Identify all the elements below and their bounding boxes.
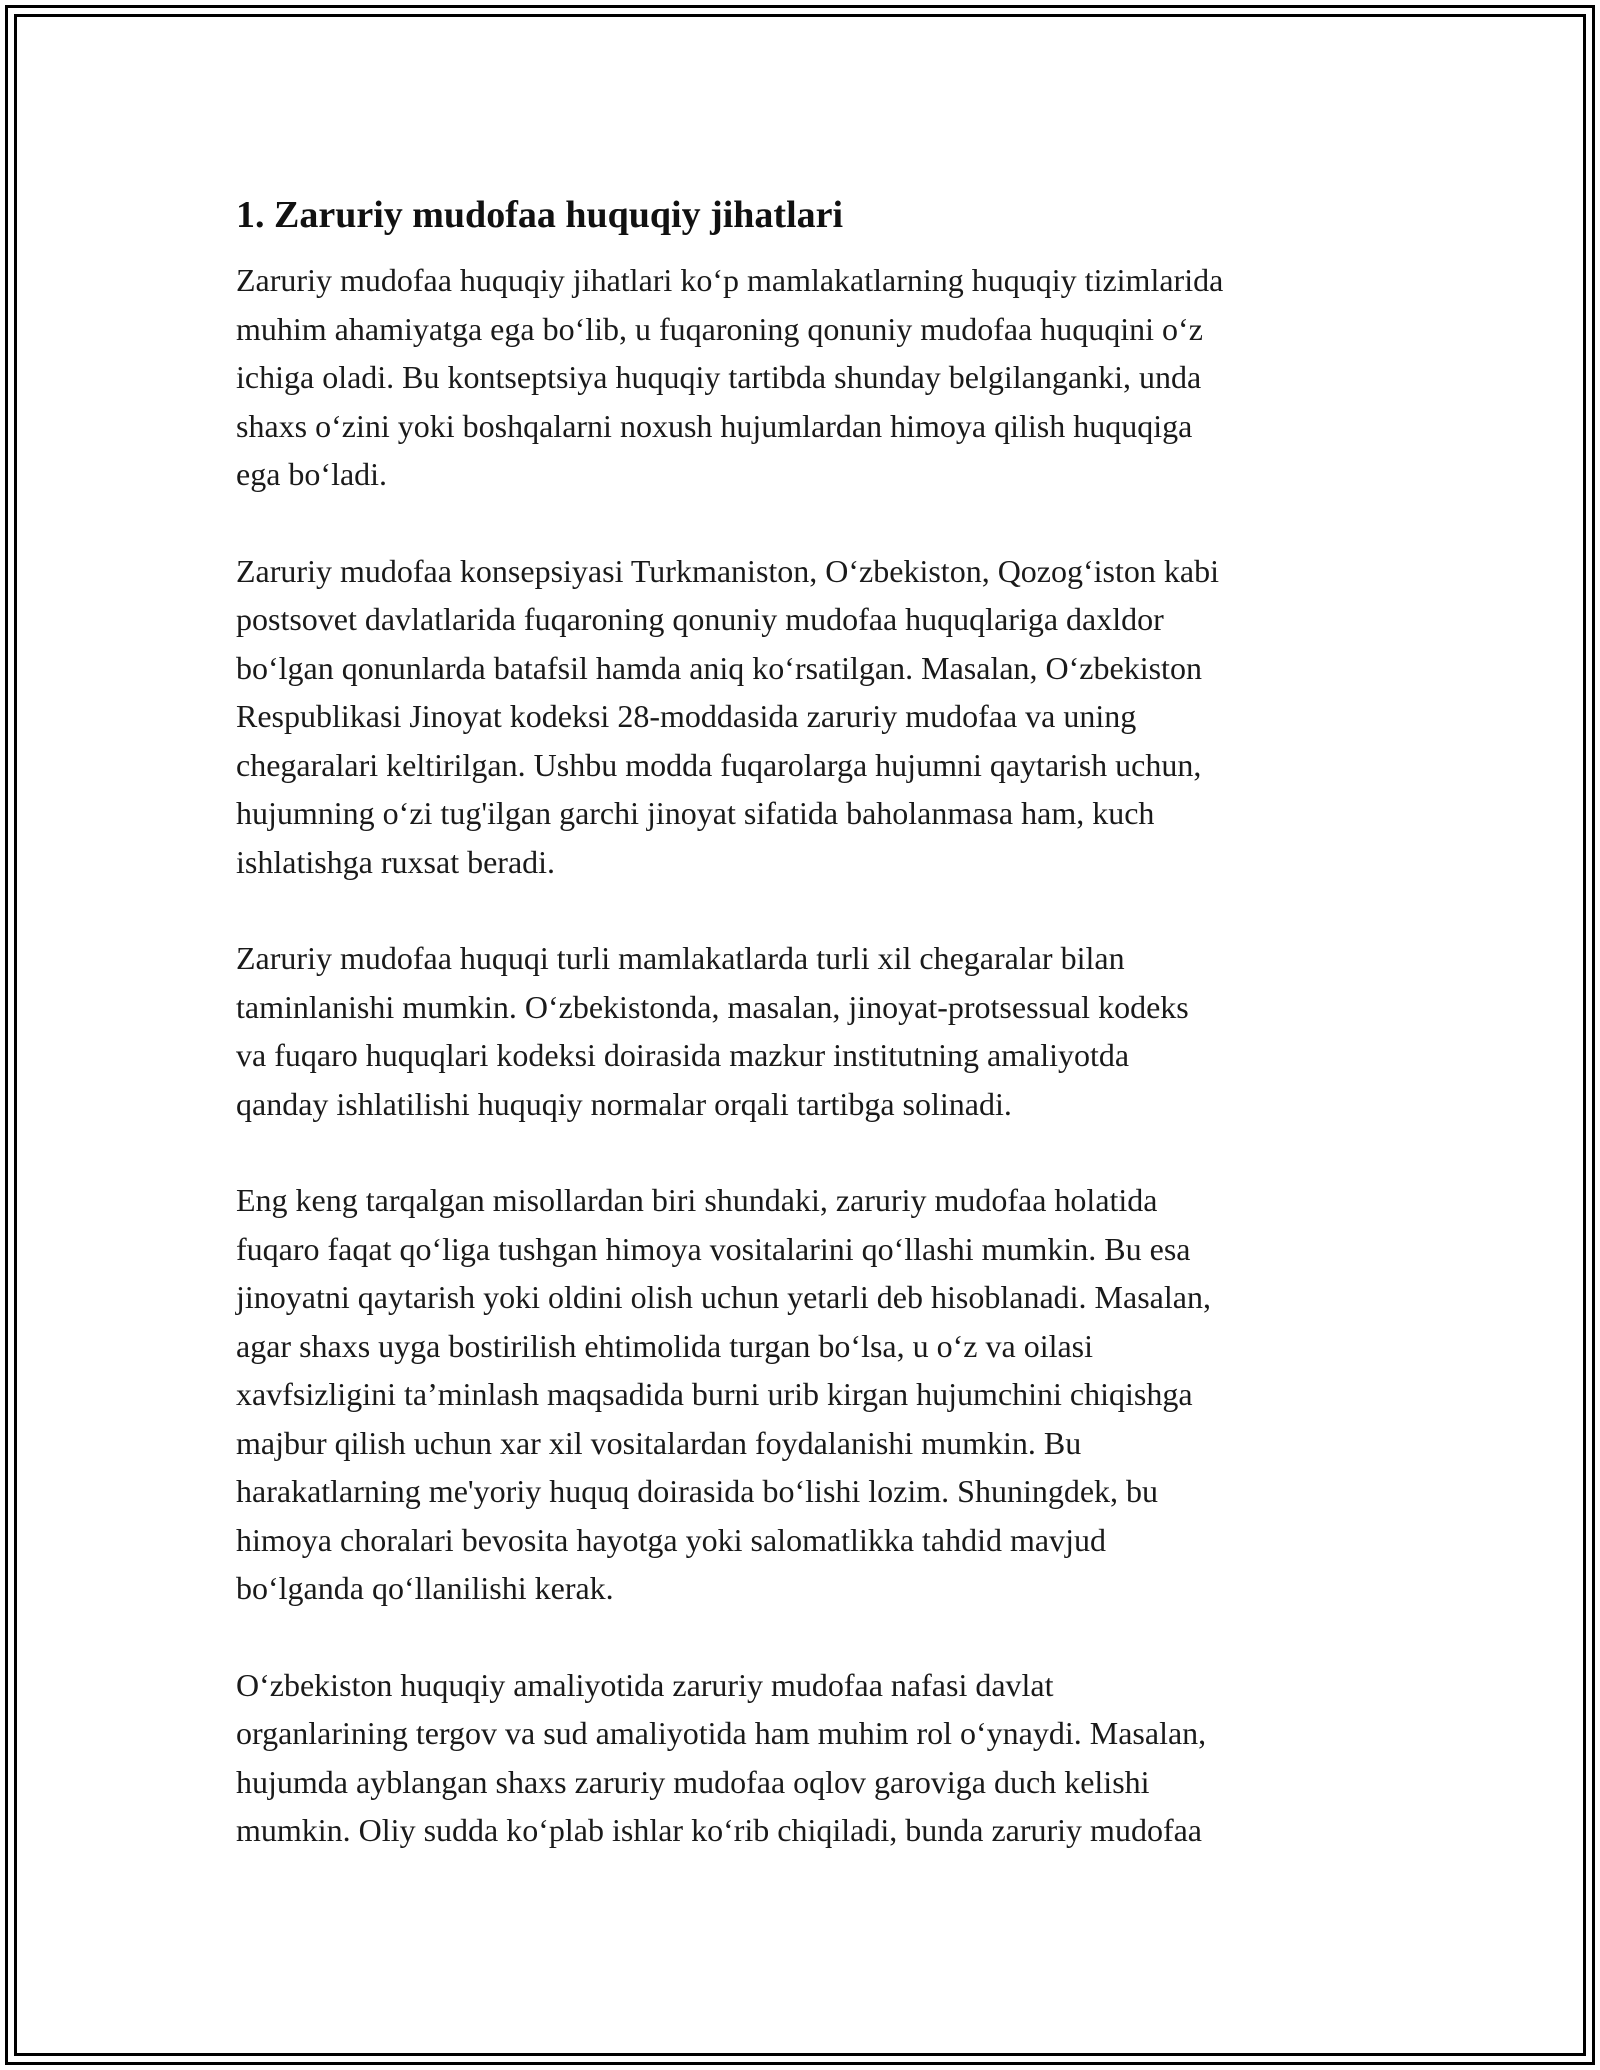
paragraph-4: Eng keng tarqalgan misollardan biri shundaki, zaruriy mudofaa holatida fuqaro faqat qo‘liga tushgan himoya vositalarini qo‘llashi mumkin. Bu esa jinoyatni qaytarish yoki oldini olish uchun yetarli deb hisoblanadi. Masalan, agar shaxs uyga bostirilish ehtimolida turgan bo‘lsa, u o‘z va oilasi xavfsizligini ta’minlash maqsadida burni urib kirgan hujumchini chiqishga majbur qilish uchun xar xil vositalardan foydalanishi mumkin. Bu harakatlarning me'yoriy huquq doirasida bo‘lishi lozim. Shuningdek, bu himoya choralari bevosita hayotga yoki salomatlikka tahdid mavjud bo‘lganda qo‘llanilishi kerak. xyxy=(236,1182,1211,1606)
paragraph-2: Zaruriy mudofaa konsepsiyasi Turkmaniston, O‘zbekiston, Qozog‘iston kabi postsovet davlatlarida fuqaroning qonuniy mudofaa huquqlariga daxldor bo‘lgan qonunlarda batafsil hamda aniq ko‘rsatilgan. Masalan, O‘zbekiston Respublikasi Jinoyat kodeksi 28-moddasida zaruriy mudofaa va uning chegaralari keltirilgan. Ushbu modda fuqarolarga hujumni qaytarish uchun, hujumning o‘zi tug'ilgan garchi jinoyat sifatida baholanmasa ham, kuch ishlatishga ruxsat beradi. xyxy=(236,552,1219,880)
paragraph-3: Zaruriy mudofaa huquqi turli mamlakatlarda turli xil chegaralar bilan taminlanishi mumkin. O‘zbekistonda, masalan, jinoyat-protsessual kodeks va fuqaro huquqlari kodeksi doirasida mazkur institutning amaliyotda qanday ishlatilishi huquqiy normalar orqali tartibga solinadi. xyxy=(236,940,1189,1122)
paragraph-1: Zaruriy mudofaa huquqiy jihatlari ko‘p mamlakatlarning huquqiy tizimlarida muhim ahamiyatga ega bo‘lib, u fuqaroning qonuniy mudofaa huquqini o‘z ichiga oladi. Bu kontseptsiya huquqiy tartibda shunday belgilanganki, unda shaxs o‘zini yoki boshqalarni noxush hujumlardan himoya qilish huquqiga ega bo‘ladi. xyxy=(236,262,1224,492)
section-heading: 1. Zaruriy mudofaa huquqiy jihatlari xyxy=(236,194,844,236)
document-body xyxy=(236,190,1386,1903)
paragraph-5: O‘zbekiston huquqiy amaliyotida zaruriy mudofaa nafasi davlat organlarining tergov va sud amaliyotida ham muhim rol o‘ynaydi. Masalan, hujumda ayblangan shaxs zaruriy mudofaa oqlov garoviga duch kelishi mumkin. Oliy sudda ko‘plab ishlar ko‘rib chiqiladi, bunda zaruriy mudofaa xyxy=(236,1666,1207,1848)
